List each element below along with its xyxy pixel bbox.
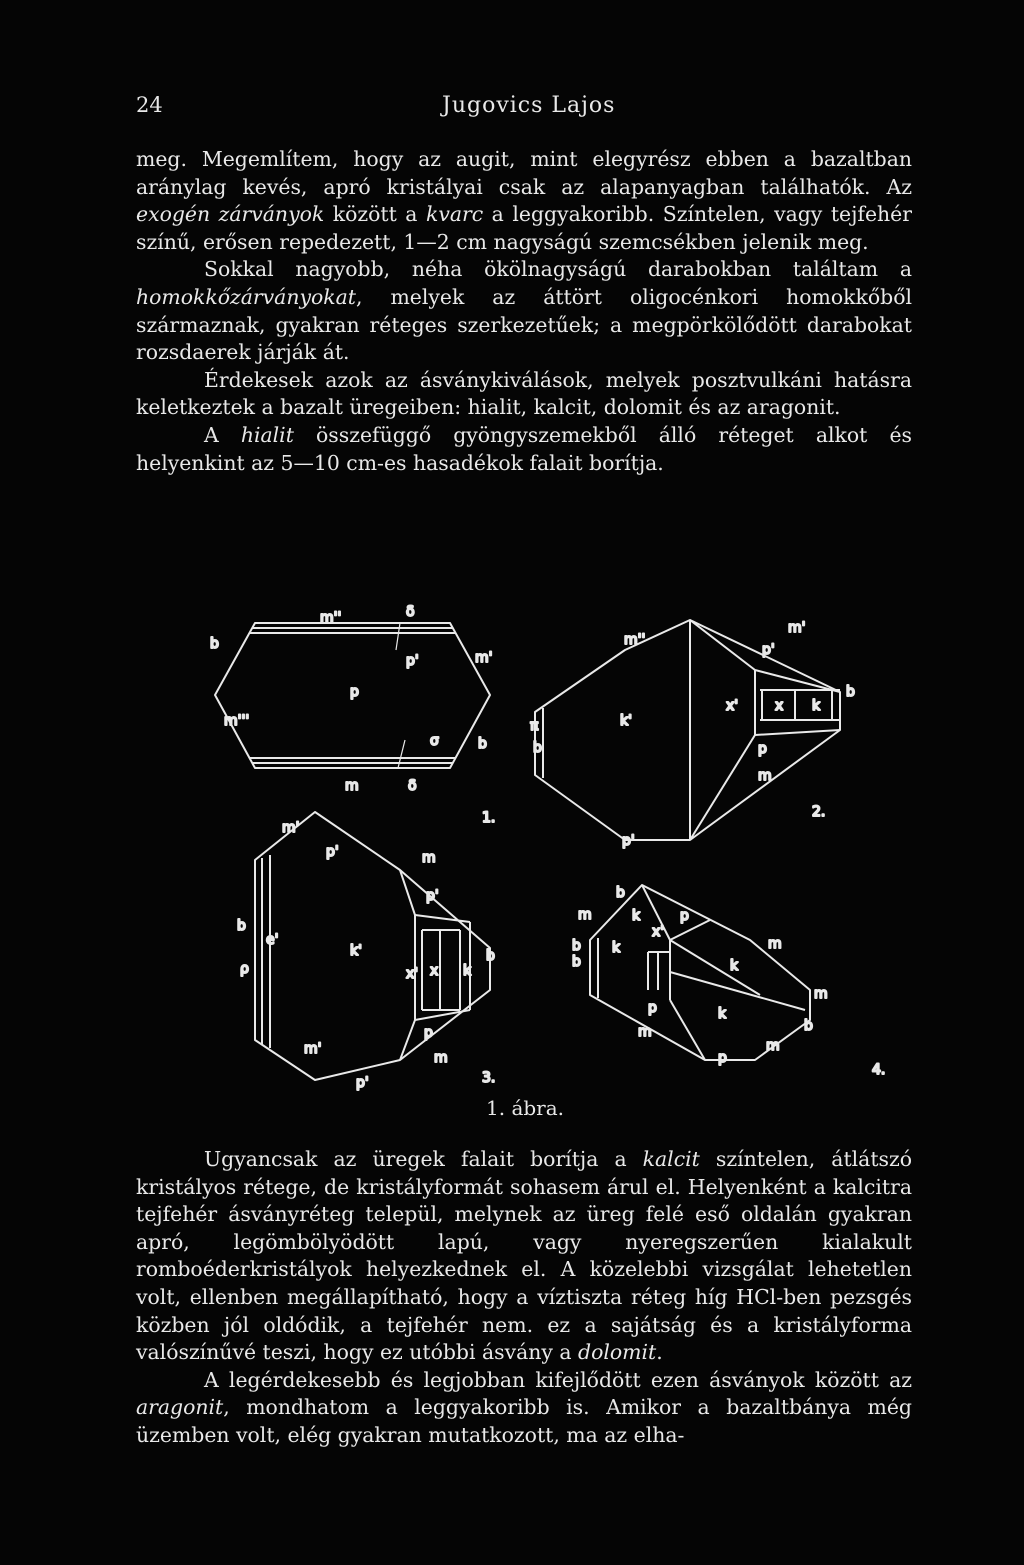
label: m': [304, 1041, 322, 1057]
label: p': [356, 1075, 369, 1091]
label: m: [434, 1050, 448, 1066]
label: b: [846, 684, 855, 700]
label: k: [812, 698, 821, 714]
label: k': [620, 713, 632, 729]
label: p: [350, 684, 359, 700]
label: p': [406, 653, 419, 669]
paragraph: meg. Megemlítem, hogy az augit, mint elegyrész ebben a bazaltban aránylag kevés, apró kristályai csak az alapanyagban találhatók. Az exogén zárványok között a kvarc a leggyakoribb. Színtelen, vagy tejfehér színű, erősen repedezett, 1—2 cm nagyságú szemcsékben jelenik meg.: [136, 147, 912, 254]
label: b: [237, 918, 246, 934]
label: x': [726, 698, 739, 714]
paragraph: A hialit összefüggő gyöngyszemekből álló réteget alkot és helyenkint az 5—10 cm-es hasadékok falait borítja.: [136, 422, 912, 475]
label: k: [718, 1006, 727, 1022]
label: b: [572, 954, 581, 970]
label: m': [788, 620, 806, 636]
paragraph: Ugyancsak az üregek falait borítja a kalcit színtelen, átlátszó kristályos rétege, de kristályformát sohasem árul el. Helyenként a kalcitra tejfehér ásványréteg települ, melynek az üreg felé eső oldalán gyakran apró, legömbölyödött lapú, vagy nyeregszerűen kialakult romboéderkristályok helyezkednek el. A közelebbi vizsgálat lehetetlen volt, ellenben megállapítható, hogy a víztiszta réteg híg HCl-ben pezsgés közben jól oldódik, a tejfehér nem. ez a sajátság és a kristályforma valószínűvé teszi, hogy ez utóbbi ásvány a dolomit.: [136, 1147, 912, 1365]
text-block-top: [136, 146, 912, 477]
label: p: [648, 1000, 657, 1016]
figure-number: 1.: [482, 810, 496, 826]
label: x: [775, 698, 784, 714]
paragraph: A legérdekesebb és legjobban kifejlődött ezen ásványok között az aragonit, mondhatom a leggyakoribb is. Amikor a bazaltbánya még üzemben volt, elég gyakran mutatkozott, ma az elha-: [136, 1367, 912, 1447]
label: m': [475, 650, 493, 666]
label: p': [622, 833, 635, 849]
figure-caption: 1. ábra.: [486, 1096, 565, 1120]
running-head-author: Jugovics Lajos: [442, 93, 616, 118]
label: m: [758, 768, 772, 784]
label: p: [424, 1025, 433, 1041]
figure-number: 2.: [812, 804, 826, 820]
label: k: [730, 958, 739, 974]
figure-number: 3.: [482, 1070, 496, 1086]
label: m: [766, 1038, 780, 1054]
label: p': [426, 888, 439, 904]
label: m'': [624, 632, 646, 648]
label: m'': [320, 610, 342, 626]
label: b: [478, 736, 487, 752]
label: b: [804, 1018, 813, 1034]
crystal-3-drawing: [255, 812, 490, 1080]
crystal-2-drawing: [535, 620, 840, 840]
paragraph: Sokkal nagyobb, néha ökölnagyságú darabokban találtam a homokkőzárványokat, melyek az áttört oligocénkori homokkőből származnak, gyakran réteges szerkezetűek; a megpörkölődött darabokat rozsdaerek járják át.: [136, 257, 912, 365]
label: x': [652, 924, 665, 940]
label: π: [530, 718, 539, 734]
label: p': [326, 844, 339, 860]
label: m: [768, 936, 782, 952]
label: m': [282, 820, 300, 836]
label: b: [210, 636, 219, 652]
label: ρ: [240, 961, 249, 977]
label: b: [572, 938, 581, 954]
label: b: [486, 948, 495, 964]
label: m: [638, 1024, 652, 1040]
label: m: [345, 778, 359, 794]
label: k: [612, 940, 621, 956]
label: k: [463, 963, 472, 979]
crystal-figure: [200, 600, 886, 1100]
label: b: [533, 740, 542, 756]
label: p: [718, 1050, 727, 1066]
label: m: [814, 986, 828, 1002]
label: p: [758, 741, 767, 757]
label: m''': [224, 713, 250, 729]
text-block-bottom: [136, 1146, 912, 1450]
label: m: [578, 907, 592, 923]
label: x': [406, 966, 419, 982]
page-number: 24: [136, 93, 163, 117]
label: b: [616, 885, 625, 901]
label: δ: [408, 778, 417, 794]
label: k': [350, 943, 362, 959]
crystal-4-drawing: [590, 885, 810, 1060]
label: m: [422, 850, 436, 866]
paragraph: Érdekesek azok az ásványkiválások, melyek posztvulkáni hatásra keletkeztek a bazalt üregeiben: hialit, kalcit, dolomit és az aragonit.: [136, 367, 912, 420]
label: k: [632, 908, 641, 924]
label: x: [430, 963, 439, 979]
label: δ: [406, 604, 415, 620]
label: σ: [430, 733, 439, 749]
figure-number: 4.: [872, 1062, 886, 1078]
label: e': [266, 932, 279, 948]
label: p': [762, 642, 775, 658]
label: p: [680, 908, 689, 924]
